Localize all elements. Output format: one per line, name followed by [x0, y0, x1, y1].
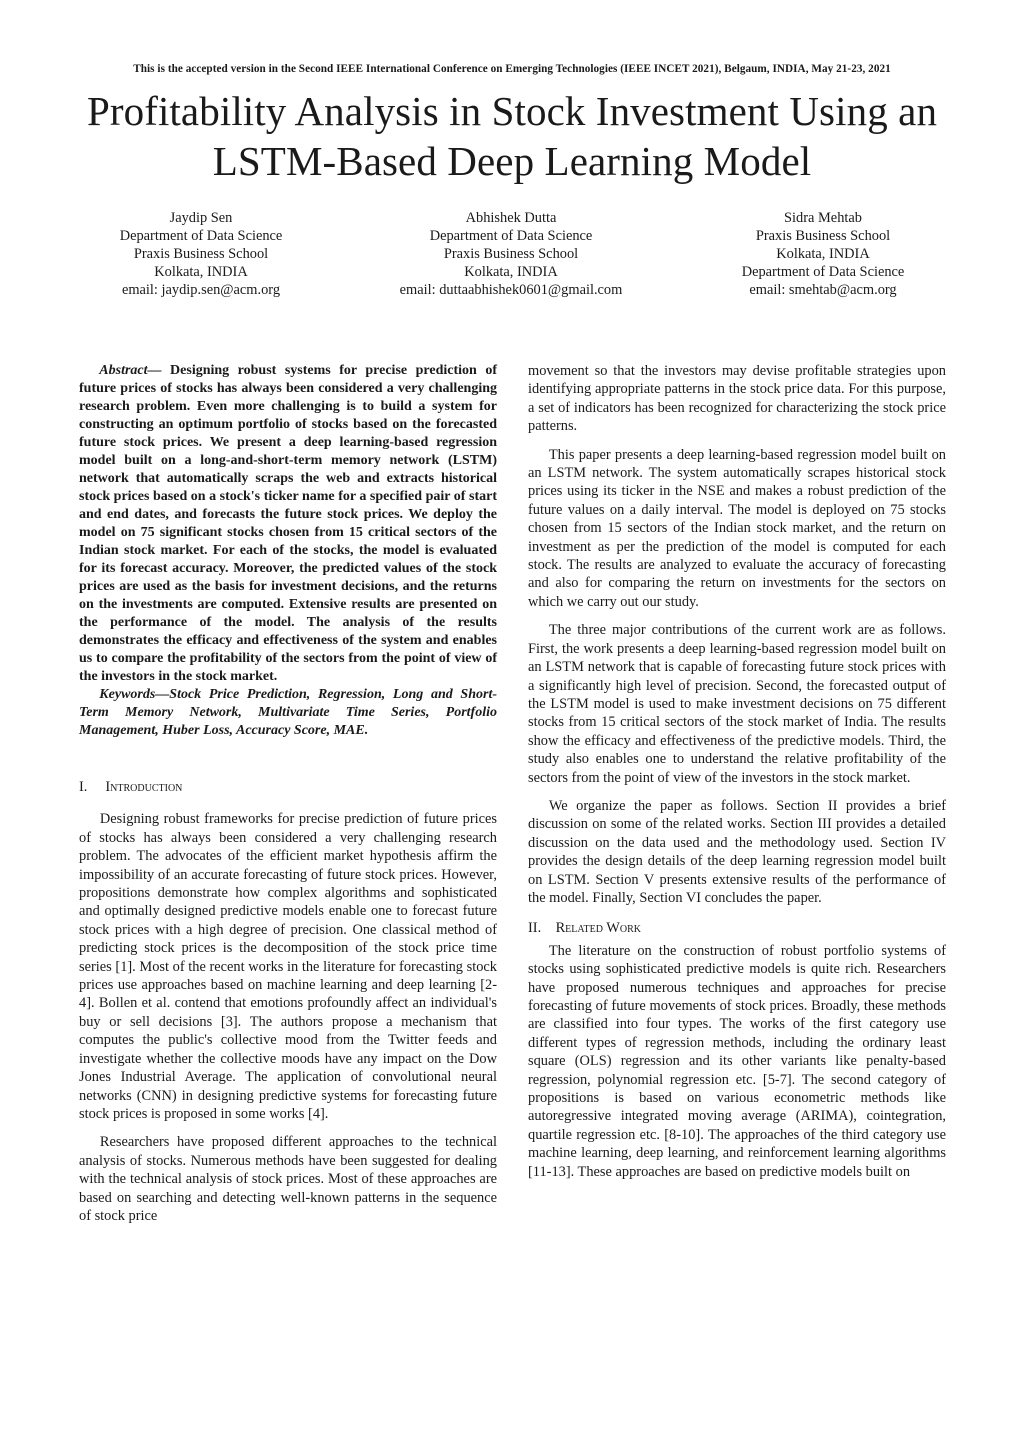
keywords: Keywords—Stock Price Prediction, Regression, Long and Short-Term Memory Network, Multivariate Time Series, Portfolio Management, Huber Loss, Accuracy Score, MAE. — [79, 687, 497, 738]
author-email: email: duttaabhishek0601@gmail.com — [399, 282, 623, 298]
author-location: Kolkata, INDIA — [464, 264, 558, 280]
section-title: Introduction — [105, 779, 183, 795]
author-affiliation: Praxis Business School — [133, 246, 269, 262]
paper-title — [30, 86, 994, 186]
section-numeral: I. — [79, 779, 88, 795]
author-location: Kolkata, INDIA — [154, 264, 248, 280]
author-block-1 — [51, 209, 351, 299]
abstract — [79, 362, 497, 686]
paragraph: This paper presents a deep learning-based regression model built on an LSTM network. The system automatically scrapes historical stock prices using its ticker in the NSE and makes a robust prediction of the future values on a daily interval. The model is deployed on 75 stocks chosen from 15 sectors of the Indian stock market, and the return on investment as per the prediction of the model is computed for each stock. The results are analyzed to evaluate the accuracy of forecasting and also for comparing the return on investments for the sectors on which we carry out our study. — [528, 446, 946, 610]
section-heading-introduction — [79, 778, 497, 796]
paragraph: Designing robust frameworks for precise prediction of future prices of stocks has always been considered a very challenging research problem. The advocates of the efficient market hypothesis affirm the impossibility of an accurate forecasting of future stock prices. However, propositions demonstrate how complex algorithms and sophisticated and optimally designed predictive models enable one to forecast future stock prices with a high degree of precision. One classical method of predicting stock prices is the decomposition of the stock price time series [1]. Most of the recent works in the literature for forecasting stock prices use approaches based on machine learning and deep learning [2-4]. Bollen et al. contend that emotions profoundly affect an individual's buy or sell decisions [3]. The authors propose a mechanism that computes the public's collective mood from the Twitter feeds and investigate whether the collective moods have any impact on the Dow Jones Industrial Average. The application of convolutional neural networks (CNN) in designing predictive systems for forecasting future stock prices is proposed in some works [4]. — [79, 811, 497, 1122]
left-column — [79, 362, 497, 1225]
paragraph: We organize the paper as follows. Section II provides a brief discussion on some of the related works. Section III provides a detailed discussion on the data used and the methodology used. Section IV provides the design details of the deep learning regression model built on LSTM. Section V presents extensive results of the performance of the model. Finally, Section VI concludes the paper. — [528, 797, 946, 906]
author-affiliation: Department of Data Science — [119, 228, 283, 244]
author-name: Jaydip Sen — [169, 210, 233, 226]
right-column — [528, 362, 946, 1181]
author-affiliation: Praxis Business School — [443, 246, 579, 262]
paragraph: The literature on the construction of robust portfolio systems of stocks using sophisticated predictive models is quite rich. Researchers have proposed numerous techniques and approaches for precise forecasting of future movements of stock prices. Broadly, these methods are classified into four types. The works of the first category use different types of regression methods, including the ordinary least square (OLS) regression and its other variants like penalty-based regression, polynomial regression etc. [5-7]. The second category of propositions is based on various econometric methods like autoregressive integrated moving average (ARIMA), cointegration, quartile regression etc. [8-10]. The approaches of the third category use machine learning, deep learning, and reinforcement learning algorithms [11-13]. These approaches are based on predictive models built on — [528, 942, 946, 1180]
section-heading-related-work — [528, 919, 946, 937]
conference-notice: This is the accepted version in the Second IEEE International Conference on Emerging Technologies (IEEE INCET 2021), Belgaum, INDIA, May 21-23, 2021 — [133, 63, 891, 75]
paper-title-line-2: LSTM-Based Deep Learning Model — [212, 138, 812, 184]
author-affiliation: Praxis Business School — [755, 228, 891, 244]
author-name: Sidra Mehtab — [784, 210, 862, 226]
author-email: email: jaydip.sen@acm.org — [121, 282, 281, 298]
paragraph: Researchers have proposed different approaches to the technical analysis of stocks. Numerous methods have been suggested for dealing with the technical analysis of stock prices. Most of these approaches are based on searching and detecting well-known patterns in the sequence of stock price — [79, 1134, 497, 1224]
section-title: Related Work — [555, 920, 641, 937]
section-numeral: II. — [528, 920, 542, 937]
author-affiliation: Department of Data Science — [741, 264, 905, 280]
author-location: Kolkata, INDIA — [776, 246, 870, 262]
paragraph: The three major contributions of the current work are as follows. First, the work presents a deep learning-based regression model built on an LSTM network that is capable of forecasting future stock prices with a significantly high level of precision. Second, the forecasted output of the LSTM model is used to make investment decisions on 75 different stocks from 15 critical sectors of the stock market of India. The results show the efficacy and effectiveness of the predictive models. Third, the study also enables one to understand the relative profitability of the sectors from the point of view of the investors in the stock market. — [528, 622, 946, 786]
abstract-text: Designing robust systems for precise prediction of future prices of stocks has always been considered a very challenging research problem. Even more challenging is to build a system for constructing an optimum portfolio of stocks based on the forecasted future stock prices. We present a deep learning-based regression model built on a long-and-short-term memory network (LSTM) network that automatically scraps the web and extracts historical stock prices based on a stock's ticker name for a specified pair of start and end dates, and forecasts the future stock prices. We deploy the model on 75 significant stocks chosen from 15 critical sectors of the Indian stock market. For each of the stocks, the model is evaluated for its forecast accuracy. Moreover, the predicted values of the stock prices are used as the basis for investment decisions, and the returns on the investments are computed. Extensive results are presented on the performance of the model. The analysis of the results demonstrates the efficacy and effectiveness of the system and enables us to compare the profitability of the sectors from the point of view of the investors in the stock market. — [79, 363, 497, 684]
author-name: Abhishek Dutta — [465, 210, 557, 226]
paper-title-line-1: Profitability Analysis in Stock Investment Using an — [86, 88, 938, 134]
abstract-label: Abstract— — [99, 363, 162, 378]
author-block-3 — [673, 209, 973, 299]
paragraph: movement so that the investors may devise profitable strategies upon identifying appropriate patterns in the stock price data. For this purpose, a set of indicators has been recognized for characterizing the stock price patterns. — [528, 363, 946, 435]
author-email: email: smehtab@acm.org — [749, 282, 897, 298]
author-block-2 — [361, 209, 661, 299]
author-affiliation: Department of Data Science — [429, 228, 593, 244]
